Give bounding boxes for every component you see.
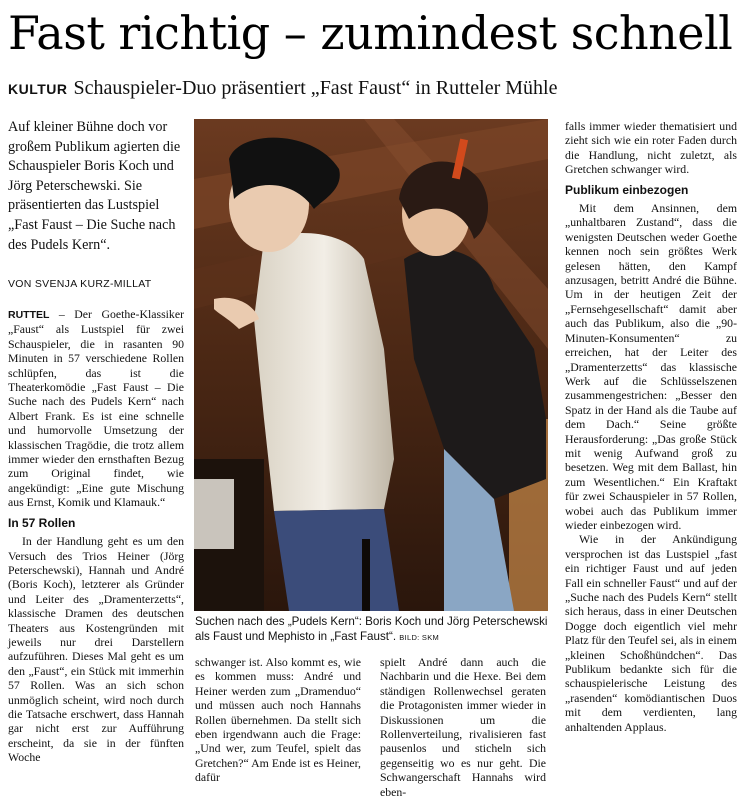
- caption-text: Suchen nach des „Pudels Kern“: Boris Koch und Jörg Peterschewski als Faust und Mephisto in „Fast Faust“.: [195, 615, 548, 643]
- col1-paragraph-2: In der Handlung geht es um den Versuch des Trios Heiner (Jörg Peterschewski), Hannah und André (Boris Koch), letzterer als Gründer und Leiter des „Dramenterzetts“, klassische Dramen des deutschen Theaters aus Kostengründen mit jeweils nur drei Darstellern aufzuführen. Dieses Mal geht es um den „Faust“, ein Stück mit immerhin 57 Rollen. Was an sich schon unmöglich scheint, wird noch durch die Tatsache erschwert, dass Hannah gar nicht erst zur Aufführung erscheint, da sie in der fünften Woche: [8, 534, 184, 765]
- subhead-audience: Publikum einbezogen: [565, 182, 689, 197]
- col4-paragraph-1: falls immer wieder thematisiert und zieht sich wie ein roter Faden durch die Handlung, nicht zuletzt, als Gretchen schwanger wird.: [565, 119, 737, 177]
- photo-illustration: [194, 119, 548, 611]
- author-byline: VON SVENJA KURZ-MILLAT: [8, 278, 152, 290]
- subheadline: Schauspieler-Duo präsentiert „Fast Faust“ in Rutteler Mühle: [73, 77, 558, 99]
- headline: Fast richtig – zumindest schnell: [8, 6, 733, 60]
- column-1: [8, 307, 184, 765]
- column-4: [565, 119, 737, 734]
- dateline: RUTTEL: [8, 309, 50, 321]
- subhead-roles: In 57 Rollen: [8, 515, 76, 530]
- col4-paragraph-2: Mit dem Ansinnen, dem „unhaltbaren Zustand“, dass die wenigsten Deutschen weder Goethe kennen noch sein größtes Werk gelesen hätten, den Kampf anzusagen, betritt André die Bühne. Um in der heutigen Zeit der „Fernsehgesellschaft“ damit aber auch das Publikum, also die „90-Minuten-Konsumenten“ zu erreichen, hat der Leiter des „Dramenterzetts“ das klassische Werk auf die Schlüsselszenen zusammengestrichen: „Besser den Spatz in der Hand als die Taube auf dem Dach.“ Seine größte Herausforderung: „Das große Stück mit wenig Aufwand groß zu besetzen. Weg mit dem Ballast, hin zum Wesentlichen.“ Ein Kraftakt für zwei Schauspieler in 57 Rollen, wobei auch das Publikum immer wieder einbezogen wird.: [565, 201, 737, 532]
- col3-paragraph: spielt André dann auch die Nachbarin und die Hexe. Bei dem ständigen Rollenwechsel geraten die Protagonisten immer wieder in Diskussionen um die Rollenverteilung, rivalisieren fast pausenlos und sticheln sich gegenseitig wo es nur geht. Die Schwangerschaft Hannahs wird eben-: [380, 655, 546, 799]
- column-2: [195, 655, 361, 785]
- article-photo: [194, 119, 548, 611]
- section-kicker: KULTUR: [8, 81, 68, 97]
- col1-paragraph-1: [8, 307, 184, 510]
- lead-paragraph: Auf kleiner Bühne doch vor großem Publikum agierten die Schauspieler Boris Koch und Jörg Peterschewski. Sie präsentierten das Lustspiel „Fast Faust – Die Suche nach des Pudels Kern“.: [8, 119, 181, 253]
- col1-paragraph-1-text: – Der Goethe-Klassiker „Faust“ als Lustspiel für zwei Schauspieler, die in rasanten 90 Minuten in 57 verschiedene Rollen schlüpfen, das ist die Theaterkomödie „Fast Faust – Die Suche nach des Pudels Kern“ nach Albert Frank. Es ist eine schnelle und humorvolle Umsetzung der klassischen Tragödie, die trotz allem immer wieder den ernsthaften Bezug zum Original findet, wie angekündigt: „Eine gute Mischung aus Ernst, Komik und Klamauk.“: [8, 307, 184, 510]
- photo-credit: BILD: SKM: [399, 633, 440, 642]
- col2-paragraph: schwanger ist. Also kommt es, wie es kommen muss: André und Heiner werden zum „Dramenduo“ und müssen auch noch Hannahs Rollen übernehmen. Da stellt sich eben irgendwann auch die Frage: „Und wer, zum Teufel, spielt das Gretchen?“ Am Ende ist es Heiner, dafür: [195, 655, 361, 785]
- column-3: [380, 655, 546, 799]
- col4-paragraph-3: Wie in der Ankündigung versprochen ist das Lustspiel „fast ein richtiger Faust und auf jeden Fall ein schneller Faust“ und auf der „Suche nach des Pudels Kern“ stellt sich heraus, dass in einer Deutschen Dogge doch eigentlich viel mehr Platz für den Teufel sei, als in einem „kleinen Schoßhündchen“. Das Publikum bedankte sich für die schauspielerische Leistung des „rasenden“ komödiantischen Duos mit dem verdienten, lang anhaltenden Applaus.: [565, 532, 737, 734]
- kicker-row: [8, 76, 557, 101]
- photo-caption: [195, 614, 548, 645]
